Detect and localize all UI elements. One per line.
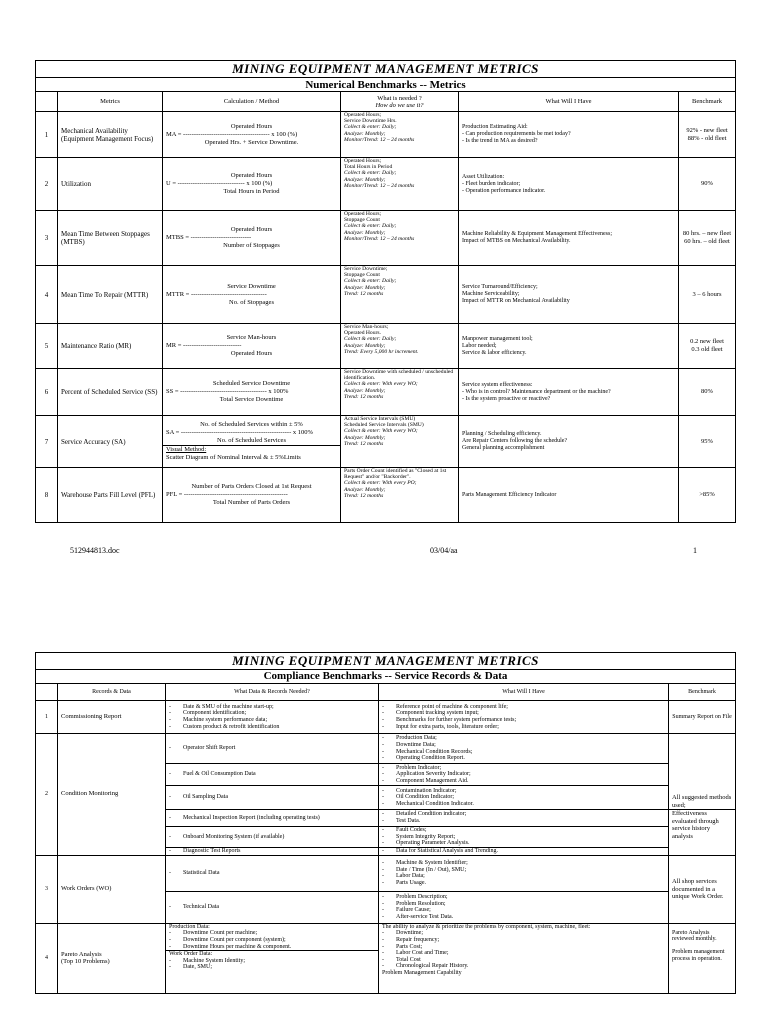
c-header-needed: What Data & Records Needed? (166, 684, 379, 701)
table-row (36, 855, 736, 891)
numerical-benchmarks-table (35, 60, 736, 523)
metric-name: Percent of Scheduled Service (SS) (58, 369, 163, 416)
row-number: 8 (36, 468, 58, 523)
header-calc: Calculation / Method (163, 92, 341, 112)
row-number: 3 (36, 855, 58, 923)
metric-name: Mean Time To Repair (MTTR) (58, 266, 163, 324)
condition-item: - Diagnostic Test Reports (166, 847, 379, 855)
condition-item: - Operator Shift Report (166, 734, 379, 764)
row-number: 7 (36, 416, 58, 468)
needed-info: Operated Hours; Total Hours in Period Collect & enter: Daily; Analyze: Monthly; Monitor/Trend: 12 – 24 months (341, 158, 459, 211)
condition-item: - Oil Sampling Data (166, 786, 379, 810)
calculation-formula: Scheduled Service Downtime SS = ---------------------------------------- x 100% Total Service Downtime (163, 369, 341, 416)
header-metrics: Metrics (58, 92, 163, 112)
calculation-formula: Operated Hours MTBS = ---------------------------- Number of Stoppages (163, 211, 341, 266)
what-list: - Reference point of machine & component life; - Component tracking system input; - Benchmarks for further system performance tests; - Input for extra parts, tools, literature order; (379, 701, 669, 734)
benchmark-value: 3 – 6 hours (679, 266, 736, 324)
row-number: 4 (36, 923, 58, 993)
table-row (36, 324, 736, 369)
calculation-formula: No. of Scheduled Services within ± 5% SA = --------------------------------------------------- x 100% No. of Scheduled Services Visual Method: Scatter Diagram of Nominal Interval & ± 5%Limits (163, 416, 341, 468)
what-will-i-have: Machine Reliability & Equipment Management Effectiveness; Impact of MTBS on Mechanical Availability. (459, 211, 679, 266)
row-number: 1 (36, 112, 58, 158)
benchmark-value: 90% (679, 158, 736, 211)
header-num (36, 92, 58, 112)
document-title-2: MINING EQUIPMENT MANAGEMENT METRICS (36, 653, 736, 670)
table-row (36, 701, 736, 734)
what-will-i-have: Manpower management tool; Labor needed; Service & labor efficiency. (459, 324, 679, 369)
table-row (36, 112, 736, 158)
benchmark-value: 0.2 new fleet 0.3 old fleet (679, 324, 736, 369)
what-list: - Contamination Indicator; - Oil Condition Indicator; - Mechanical Condition Indicator. (379, 786, 669, 810)
needed-info: Service Downtime with scheduled / unscheduled identification. Collect & enter: With every WO; Analyze: Monthly; Trend: 12 months (341, 369, 459, 416)
needed-info: Parts Order Count identified as "Closed at 1st Request" and/or "Backorder". Collect & enter: With every PO; Analyze: Monthly; Trend: 12 months (341, 468, 459, 523)
record-name: Condition Monitoring (58, 734, 166, 856)
table-row (36, 416, 736, 468)
c-header-records: Records & Data (58, 684, 166, 701)
record-name: Work Orders (WO) (58, 855, 166, 923)
what-list: - Detailed Condition indicator; - Test Data. (379, 810, 669, 827)
compliance-subtitle: Compliance Benchmarks -- Service Records & Data (36, 670, 736, 684)
what-will-i-have: Planning / Scheduling efficiency. Are Repair Centers following the schedule? General planning accomplishment (459, 416, 679, 468)
needed-info: Operated Hours; Stoppage Count Collect & enter: Daily; Analyze: Monthly; Monitor/Trend: 12 – 24 months (341, 211, 459, 266)
table-row (36, 211, 736, 266)
metric-name: Service Accuracy (SA) (58, 416, 163, 468)
table-row (36, 734, 736, 764)
header-what: What Will I Have (459, 92, 679, 112)
record-name: Commissioning Report (58, 701, 166, 734)
footer-date: 03/04/aa (430, 546, 458, 555)
row-number: 5 (36, 324, 58, 369)
row-number: 2 (36, 158, 58, 211)
record-name: Pareto Analysis (Top 10 Problems) (58, 923, 166, 993)
numerical-subtitle: Numerical Benchmarks -- Metrics (36, 78, 736, 92)
what-list: - Machine & System Identifier; - Date / Time (In / Out), SMU; - Labor Data; - Parts Usage. (379, 855, 669, 891)
calculation-formula: Operated Hours U = ------------------------------- x 100 (%) Total Hours in Period (163, 158, 341, 211)
benchmark-value: 92% - new fleet 88% - old fleet (679, 112, 736, 158)
table-row (36, 266, 736, 324)
needed-info: Service Man-hours; Operated Hours. Collect & enter: Daily; Analyze: Monthly; Trend: Every 5,000 hr increment. (341, 324, 459, 369)
what-list: - Production Data; - Downtime Data; - Mechanical Condition Records; - Operating Condition Report. (379, 734, 669, 764)
calculation-formula: Service Downtime MTTR = ----------------------------------- No. of Stoppages (163, 266, 341, 324)
metric-name: Warehouse Parts Fill Level (PFL) (58, 468, 163, 523)
compliance-benchmarks-table (35, 652, 736, 994)
what-list: The ability to analyze & prioritize the problems by component, system, machine, fleet: - Downtime; - Repair frequency; - Parts Cost; - Labor Cost and Time; - Total Cost - Chronological Repair History. Problem Management Capability (379, 923, 669, 993)
condition-item: - Fuel & Oil Consumption Data (166, 764, 379, 786)
what-will-i-have: Production Estimating Aid: - Can production requirements be met today? - Is the trend in MA as desired? (459, 112, 679, 158)
benchmark-value: All shop services documented in a unique Work Order. (669, 855, 736, 923)
row-number: 2 (36, 734, 58, 856)
table-row (36, 158, 736, 211)
what-list: - Fault Codes; - System Integrity Report; - Operating Parameter Analysis. (379, 827, 669, 848)
header-needed: What is needed ? How do we use it? (341, 92, 459, 112)
work-order-item: - Statistical Data (166, 855, 379, 891)
footer-page: 1 (693, 546, 697, 555)
what-will-i-have: Parts Management Efficiency Indicator (459, 468, 679, 523)
what-list: - Data for Statistical Analysis and Trending. (379, 847, 669, 855)
footer-filename: 512944813.doc (70, 546, 120, 555)
c-header-what: What Will I Have (379, 684, 669, 701)
row-number: 3 (36, 211, 58, 266)
benchmark-value: Effectiveness evaluated through service history analysis (669, 810, 736, 856)
what-list: - Problem Indicator; - Application Severity Indicator; - Component Management Aid. (379, 764, 669, 786)
condition-item: - Onboard Monitoring System (if available) (166, 827, 379, 848)
metric-name: Mean Time Between Stoppages (MTBS) (58, 211, 163, 266)
metric-name: Utilization (58, 158, 163, 211)
work-order-item: - Technical Data (166, 891, 379, 923)
metric-name: Maintenance Ratio (MR) (58, 324, 163, 369)
what-will-i-have: Service Turnaround/Efficiency; Machine Serviceability; Impact of MTTR on Mechanical Availability (459, 266, 679, 324)
what-will-i-have: Service system effectiveness: - Who is in control? Maintenance department or the machine? - Is the system proactive or reactive? (459, 369, 679, 416)
benchmark-value: 95% (679, 416, 736, 468)
what-will-i-have: Asset Utilization: - Fleet burden indicator; - Operation performance indicator. (459, 158, 679, 211)
row-number: 1 (36, 701, 58, 734)
table-row (36, 468, 736, 523)
what-list: - Problem Description; - Problem Resolution; - Failure Cause; - After-service Test Data. (379, 891, 669, 923)
c-header-num (36, 684, 58, 701)
needed-info: Operated Hours; Service Downtime Hrs. Collect & enter: Daily; Analyze: Monthly; Monitor/Trend: 12 – 24 months (341, 112, 459, 158)
benchmark-value: >85% (679, 468, 736, 523)
calculation-formula: Service Man-hours MR = --------------------------- Operated Hours (163, 324, 341, 369)
needed-list: - Date & SMU of the machine start-up; - Component identification; - Machine system performance data; - Custom product & retrofit identification (166, 701, 379, 734)
benchmark-value: 80 hrs. – new fleet 60 hrs. – old fleet (679, 211, 736, 266)
table-row (36, 923, 736, 993)
needed-info: Actual Service Intervals (SMU) Scheduled Service Intervals (SMU) Collect & enter: With every WO; Analyze: Monthly; Trend: 12 months (341, 416, 459, 468)
needed-info: Service Downtime; Stoppage Count Collect & enter: Daily; Analyze: Monthly; Trend: 12 months (341, 266, 459, 324)
c-header-benchmark: Benchmark (669, 684, 736, 701)
row-number: 6 (36, 369, 58, 416)
benchmark-value: 80% (679, 369, 736, 416)
benchmark-value: Summary Report on File (669, 701, 736, 734)
condition-item: - Mechanical Inspection Report (including operating tests) (166, 810, 379, 827)
benchmark-value: Pareto Analysis reviewed monthly. Problem management process in operation. (669, 923, 736, 993)
calculation-formula: Number of Parts Orders Closed at 1st Request PFL = ------------------------------------------------ Total Number of Parts Orders (163, 468, 341, 523)
metric-name: Mechanical Availability (Equipment Management Focus) (58, 112, 163, 158)
header-benchmark: Benchmark (679, 92, 736, 112)
needed-list: Production Data: - Downtime Count per machine; - Downtime Count per component (system); - Downtime Hours per machine & component. Work Order Data: - Machine System Identity; - Date, SMU; (166, 923, 379, 993)
calculation-formula: Operated Hours MA = ---------------------------------------- x 100 (%) Operated Hrs. + Service Downtime. (163, 112, 341, 158)
document-title: MINING EQUIPMENT MANAGEMENT METRICS (36, 61, 736, 78)
table-row (36, 369, 736, 416)
row-number: 4 (36, 266, 58, 324)
benchmark-value: All suggested methods used; (669, 734, 736, 810)
